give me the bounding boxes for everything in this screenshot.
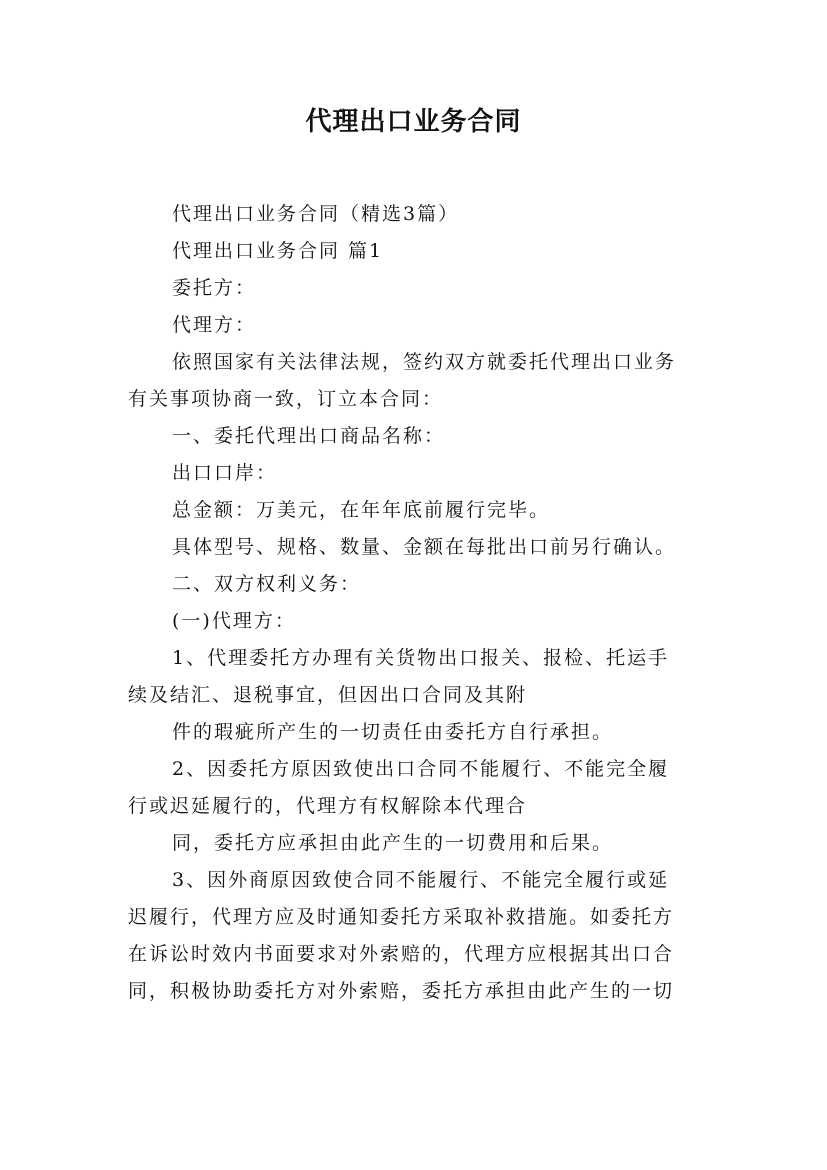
paragraph-line: 迟履行，代理方应及时通知委托方采取补救措施。如委托方: [128, 906, 675, 928]
paragraph-line: 同，委托方应承担由此产生的一切费用和后果。: [172, 832, 614, 854]
paragraph-line: 二、双方权利义务：: [172, 573, 362, 595]
paragraph-line: 代理出口业务合同（精选3篇）: [172, 203, 460, 225]
paragraph-line: (一)代理方：: [172, 610, 296, 632]
paragraph-line: 在诉讼时效内书面要求对外索赔的，代理方应根据其出口合: [128, 943, 675, 965]
paragraph-line: 同，积极协助委托方对外索赔，委托方承担由此产生的一切: [128, 980, 675, 1002]
paragraph-line: 依照国家有关法律法规，签约双方就委托代理出口业务: [172, 351, 677, 373]
paragraph-line: 出口口岸：: [172, 462, 278, 484]
paragraph-line: 行或迟延履行的，代理方有权解除本代理合: [128, 795, 528, 817]
paragraph-line: 2、因委托方原因致使出口合同不能履行、不能完全履: [172, 758, 670, 780]
paragraph-line: 续及结汇、退税事宜，但因出口合同及其附: [128, 684, 528, 706]
paragraph-line: 总金额：万美元，在年年底前履行完毕。: [172, 499, 551, 521]
paragraph-line: 具体型号、规格、数量、金额在每批出口前另行确认。: [172, 536, 677, 558]
paragraph-line: 有关事项协商一致，订立本合同：: [128, 388, 444, 410]
paragraph-line: 3、因外商原因致使合同不能履行、不能完全履行或延: [172, 869, 670, 891]
document-body: [128, 196, 708, 1010]
document-title: 代理出口业务合同: [305, 107, 522, 137]
paragraph-line: 件的瑕疵所产生的一切责任由委托方自行承担。: [172, 721, 614, 743]
paragraph-line: 代理方：: [172, 314, 257, 336]
paragraph-line: 委托方：: [172, 277, 257, 299]
paragraph-line: 代理出口业务合同 篇1: [172, 240, 384, 262]
paragraph-line: 一、委托代理出口商品名称：: [172, 425, 446, 447]
paragraph-line: 1、代理委托方办理有关货物出口报关、报检、托运手: [172, 647, 670, 669]
